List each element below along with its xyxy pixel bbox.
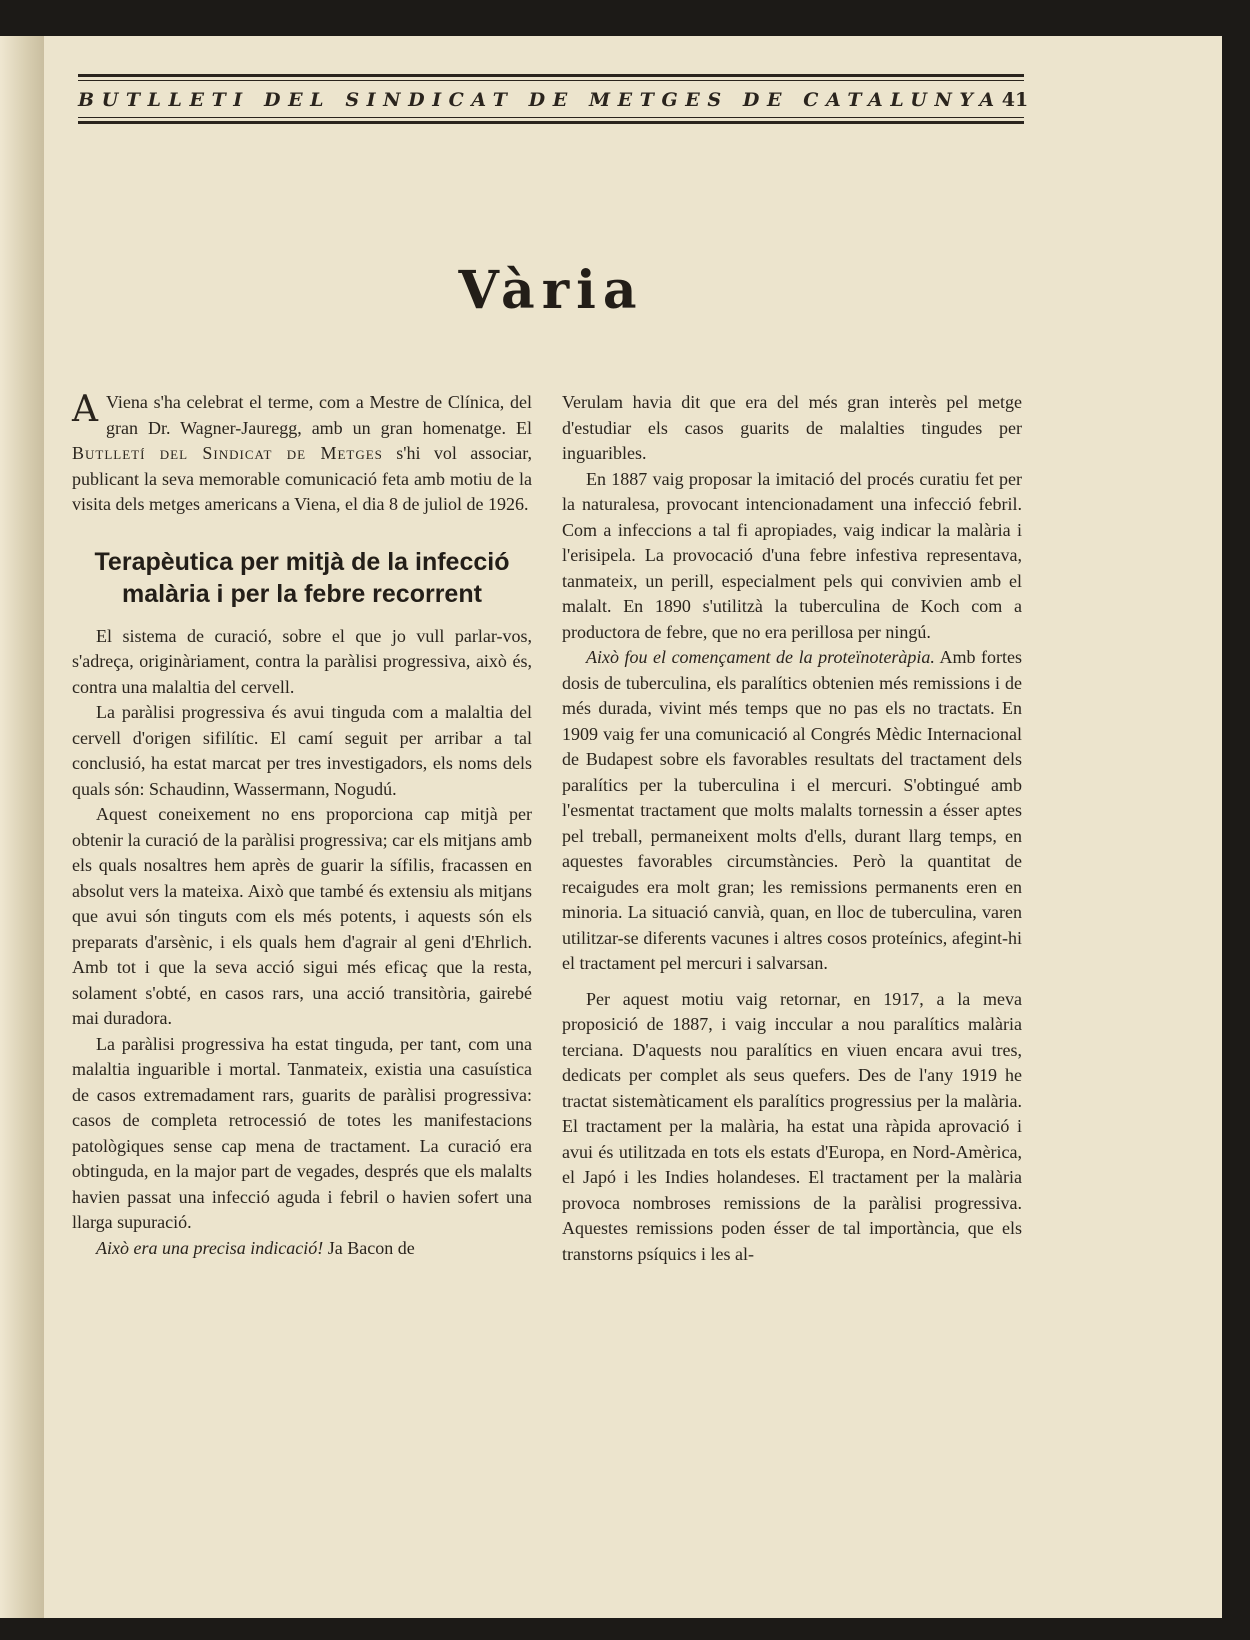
- paragraph: La paràlisi progressiva ha estat tinguda, per tant, com una malaltia inguarible i mortal. Tanmateix, existia una casuística de casos extremadament rars, guarits de paràlisi progressiva: casos de completa retrocessió de totes les manifestacions patològiques sense cap mena de tractament. La curació era obtinguda, en la major part de vegades, després que els malalts havien passat una infecció aguda i febril o havien sofert una llarga supuració.: [72, 1033, 532, 1232]
- intro-text-b: s'hi vol associar, publicant la seva memorable comunicació feta amb motiu de la visita dels metges americans a Viena, el dia 8 de juliol de 1926.: [72, 443, 532, 514]
- paragraph: [72, 1236, 532, 1262]
- emphasis-text: Això era una precisa indicació!: [96, 1237, 324, 1258]
- drop-cap: A: [72, 389, 98, 430]
- section-title: Vària: [458, 260, 644, 321]
- header-rule-top-thin: [78, 80, 1024, 81]
- left-column: [72, 390, 532, 1261]
- running-header: [78, 74, 1029, 124]
- journal-title: BUTLLETI DEL SINDICAT DE METGES DE CATALUNYA: [78, 89, 1002, 111]
- intro-journal-name: Butlletí del Sindicat de Metges: [72, 443, 383, 463]
- article-subheading: Terapèutica per mitjà de la infecció malària i per la febre recorrent: [94, 547, 510, 608]
- header-rule-top: [78, 74, 1024, 77]
- header-line: [78, 89, 1029, 111]
- paragraph: Aquest coneixement no ens proporciona cap mitjà per obtenir la curació de la paràlisi progressiva; car els mitjans amb els quals nosaltres hem après de guarir la sífilis, fracassen en absolut vers la mateixa. Això que també és extensiu als mitjans que avui són tinguts com els més potents, i aquests són els preparats d'arsènic, i els quals hem d'agrair al geni d'Ehrlich. Amb tot i que la seva acció sigui més eficaç que la resta, solament s'obté, en casos rars, una acció transitòria, gairebé mai duradora.: [72, 804, 532, 1028]
- paragraph: Per aquest motiu vaig retornar, en 1917, a la meva proposició de 1887, i vaig inccular a nou paralítics malària terciana. D'aquests nou paralítics en viuen encara avui tres, dedicats per complet als seus quefers. Des de l'any 1919 he tractat sistemàticament els paralítics progressius per la malària. El tractament per la malària, ha estat una ràpida aprovació i avui és utilitzada en tots els estats d'Europa, en Nord-Amèrica, el Japó i les Indies holandeses. El tractament per la malària provoca nombroses remissions de la paràlisi progressiva. Aquestes remissions poden ésser de tal importància, que els transtorns psíquics i les al-: [562, 988, 1022, 1264]
- intro-text-a: Viena s'ha celebrat el terme, com a Mestre de Clínica, del gran Dr. Wagner-Jauregg, amb un gran homenatge. El: [106, 392, 532, 438]
- paragraph-continuation: Ja Bacon de: [323, 1237, 415, 1258]
- paragraph: En 1887 vaig proposar la imitació del procés curatiu fet per la naturalesa, provocant intencionadament una infecció febril. Com a infeccions a tal fi apropiades, vaig indicar la malària i l'erisipela. La provocació d'una febre infestiva representava, tanmateix, un perill, especialment pels qui convivien amb el malalt. En 1890 s'utilitzà la tuberculina de Koch com a productora de febre, que no era perillosa per ningú.: [562, 468, 1022, 642]
- paragraph: [562, 645, 1022, 977]
- paragraph: El sistema de curació, sobre el que jo vull parlar-vos, s'adreça, originàriament, contra la paràlisi progressiva, això és, contra una malaltia del cervell.: [72, 625, 532, 697]
- paragraph: Verulam havia dit que era del més gran interès pel metge d'estudiar els casos guarits de malalties tingudes per inguaribles.: [562, 392, 1022, 463]
- emphasis-text: Això fou el començament de la proteïnoteràpia.: [586, 647, 935, 667]
- paragraph: La paràlisi progressiva és avui tinguda com a malaltia del cervell d'origen sifilític. El camí seguit per arribar a tal conclusió, ha estat marcat per tres investigadors, els noms dels quals són: Schaudinn, Wassermann, Nogudú.: [72, 702, 532, 799]
- page-number: 41: [1001, 89, 1029, 111]
- intro-paragraph: [72, 390, 532, 518]
- header-rule-bottom-thin: [78, 117, 1024, 118]
- header-rule-bottom: [78, 121, 1024, 124]
- right-column: [562, 390, 1022, 1267]
- paragraph-continuation: Amb fortes dosis de tuberculina, els paralítics obtenien més remissions i de més durada, vivint més temps que no pas els no tractats. En 1909 vaig fer una comunicació al Congrés Mèdic Internacional de Budapest sobre els favorables resultats del tractament dels paralítics per la tuberculina i el mercuri. S'obtingué amb l'esmentat tractament que molts malalts tornessin a ésser aptes pel treball, permaneixent molts d'ells, durant llarg temps, en aquestes favorables circumstàncies. Però la quantitat de recaigudes era molt gran; les remissions permanents eren en minoria. La situació canvià, quan, en lloc de tuberculina, varen utilitzar-se diferents vacunes i altres cosos proteínics, afegint-hi el tractament pel mercuri i salvarsan.: [562, 647, 1022, 973]
